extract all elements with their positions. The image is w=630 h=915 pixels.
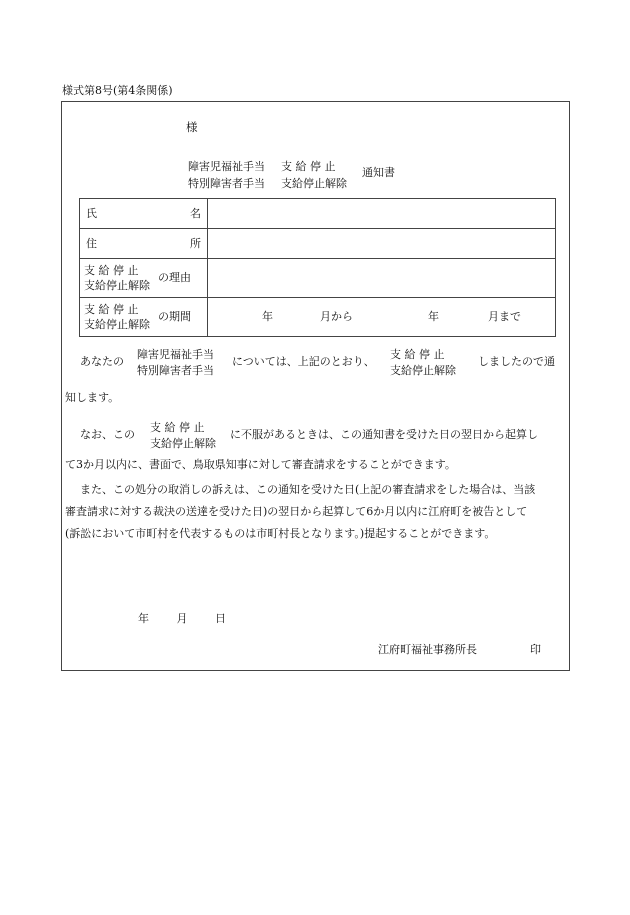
issuer-seal: 印 xyxy=(530,643,541,656)
reason-field[interactable] xyxy=(208,259,556,298)
period-label-cell xyxy=(80,298,208,337)
period-label-resume: 支給停止解除 xyxy=(84,318,150,331)
p1-allowance-1: 障害児福祉手当 xyxy=(137,348,214,361)
name-label-2: 名 xyxy=(190,206,201,220)
date-month: 月 xyxy=(176,612,188,625)
reason-label-suffix: の理由 xyxy=(158,271,191,285)
p1-line2: 知します。 xyxy=(65,391,120,404)
p2-action-resume: 支給停止解除 xyxy=(150,437,216,450)
name-label-cell xyxy=(80,199,208,229)
title-action-1: 支 給 停 止 xyxy=(281,160,336,173)
period-year-until: 年 xyxy=(428,310,439,323)
p1-lead: あなたの xyxy=(80,355,124,368)
p1-action-stop: 支 給 停 止 xyxy=(390,348,445,361)
period-month-until: 月まで xyxy=(488,310,521,323)
address-label-cell xyxy=(80,229,208,259)
address-field[interactable] xyxy=(208,229,556,259)
period-year-from: 年 xyxy=(262,310,273,323)
p1-allowance-2: 特別障害者手当 xyxy=(137,364,214,377)
date-line xyxy=(138,612,226,626)
p1-tail: しましたので通 xyxy=(478,355,555,368)
p2-line2: て3か月以内に、書面で、鳥取県知事に対して審査請求をすることができます。 xyxy=(65,458,456,471)
title-action-2: 支給停止解除 xyxy=(281,177,347,190)
issuer-office: 江府町福祉事務所長 xyxy=(378,643,477,656)
p2-action xyxy=(150,420,216,452)
period-month-from: 月から xyxy=(320,310,353,323)
reason-label-stop: 支 給 停 止 xyxy=(84,264,139,277)
date-day: 日 xyxy=(215,612,226,625)
period-label-stop: 支 給 停 止 xyxy=(84,303,139,316)
title-action-types xyxy=(281,158,347,192)
p3-line3: (訴訟において市町村を代表するものは市町村長となります。)提起することができます。 xyxy=(65,527,496,540)
period-field[interactable] xyxy=(208,298,556,337)
reason-label-cell xyxy=(80,259,208,298)
name-field[interactable] xyxy=(208,199,556,229)
p3-line1: また、この処分の取消しの訴えは、この通知を受けた日(上記の審査請求をした場合は、当該 xyxy=(80,483,536,496)
title-allowance-2: 特別障害者手当 xyxy=(188,177,265,190)
title-notice: 通知書 xyxy=(362,166,395,179)
table-row-name xyxy=(80,199,556,229)
p1-allowance xyxy=(137,347,214,379)
p2-action-stop: 支 給 停 止 xyxy=(150,421,205,434)
address-label-2: 所 xyxy=(190,236,201,250)
table-row-reason xyxy=(80,259,556,298)
form-number-label: 様式第8号(第4条関係) xyxy=(62,84,173,97)
p3-line2: 審査請求に対する裁決の送達を受けた日)の翌日から起算して6か月以内に江府町を被告として xyxy=(65,505,528,518)
p2-tail: に不服があるときは、この通知書を受けた日の翌日から起算し xyxy=(230,428,538,441)
date-year: 年 xyxy=(138,612,149,625)
title-allowance-1: 障害児福祉手当 xyxy=(188,160,265,173)
title-allowance-types xyxy=(188,158,265,192)
table-row-period xyxy=(80,298,556,337)
table-row-address xyxy=(80,229,556,259)
period-label-suffix: の期間 xyxy=(158,310,191,324)
address-label-1: 住 xyxy=(86,236,97,250)
name-label-1: 氏 xyxy=(86,206,97,220)
p1-middle: については、上記のとおり、 xyxy=(232,355,375,368)
reason-label-resume: 支給停止解除 xyxy=(84,279,150,292)
info-table xyxy=(79,198,556,337)
addressee-suffix: 様 xyxy=(186,120,198,134)
p2-lead: なお、この xyxy=(80,428,135,441)
p1-action xyxy=(390,347,456,379)
p1-action-resume: 支給停止解除 xyxy=(390,364,456,377)
